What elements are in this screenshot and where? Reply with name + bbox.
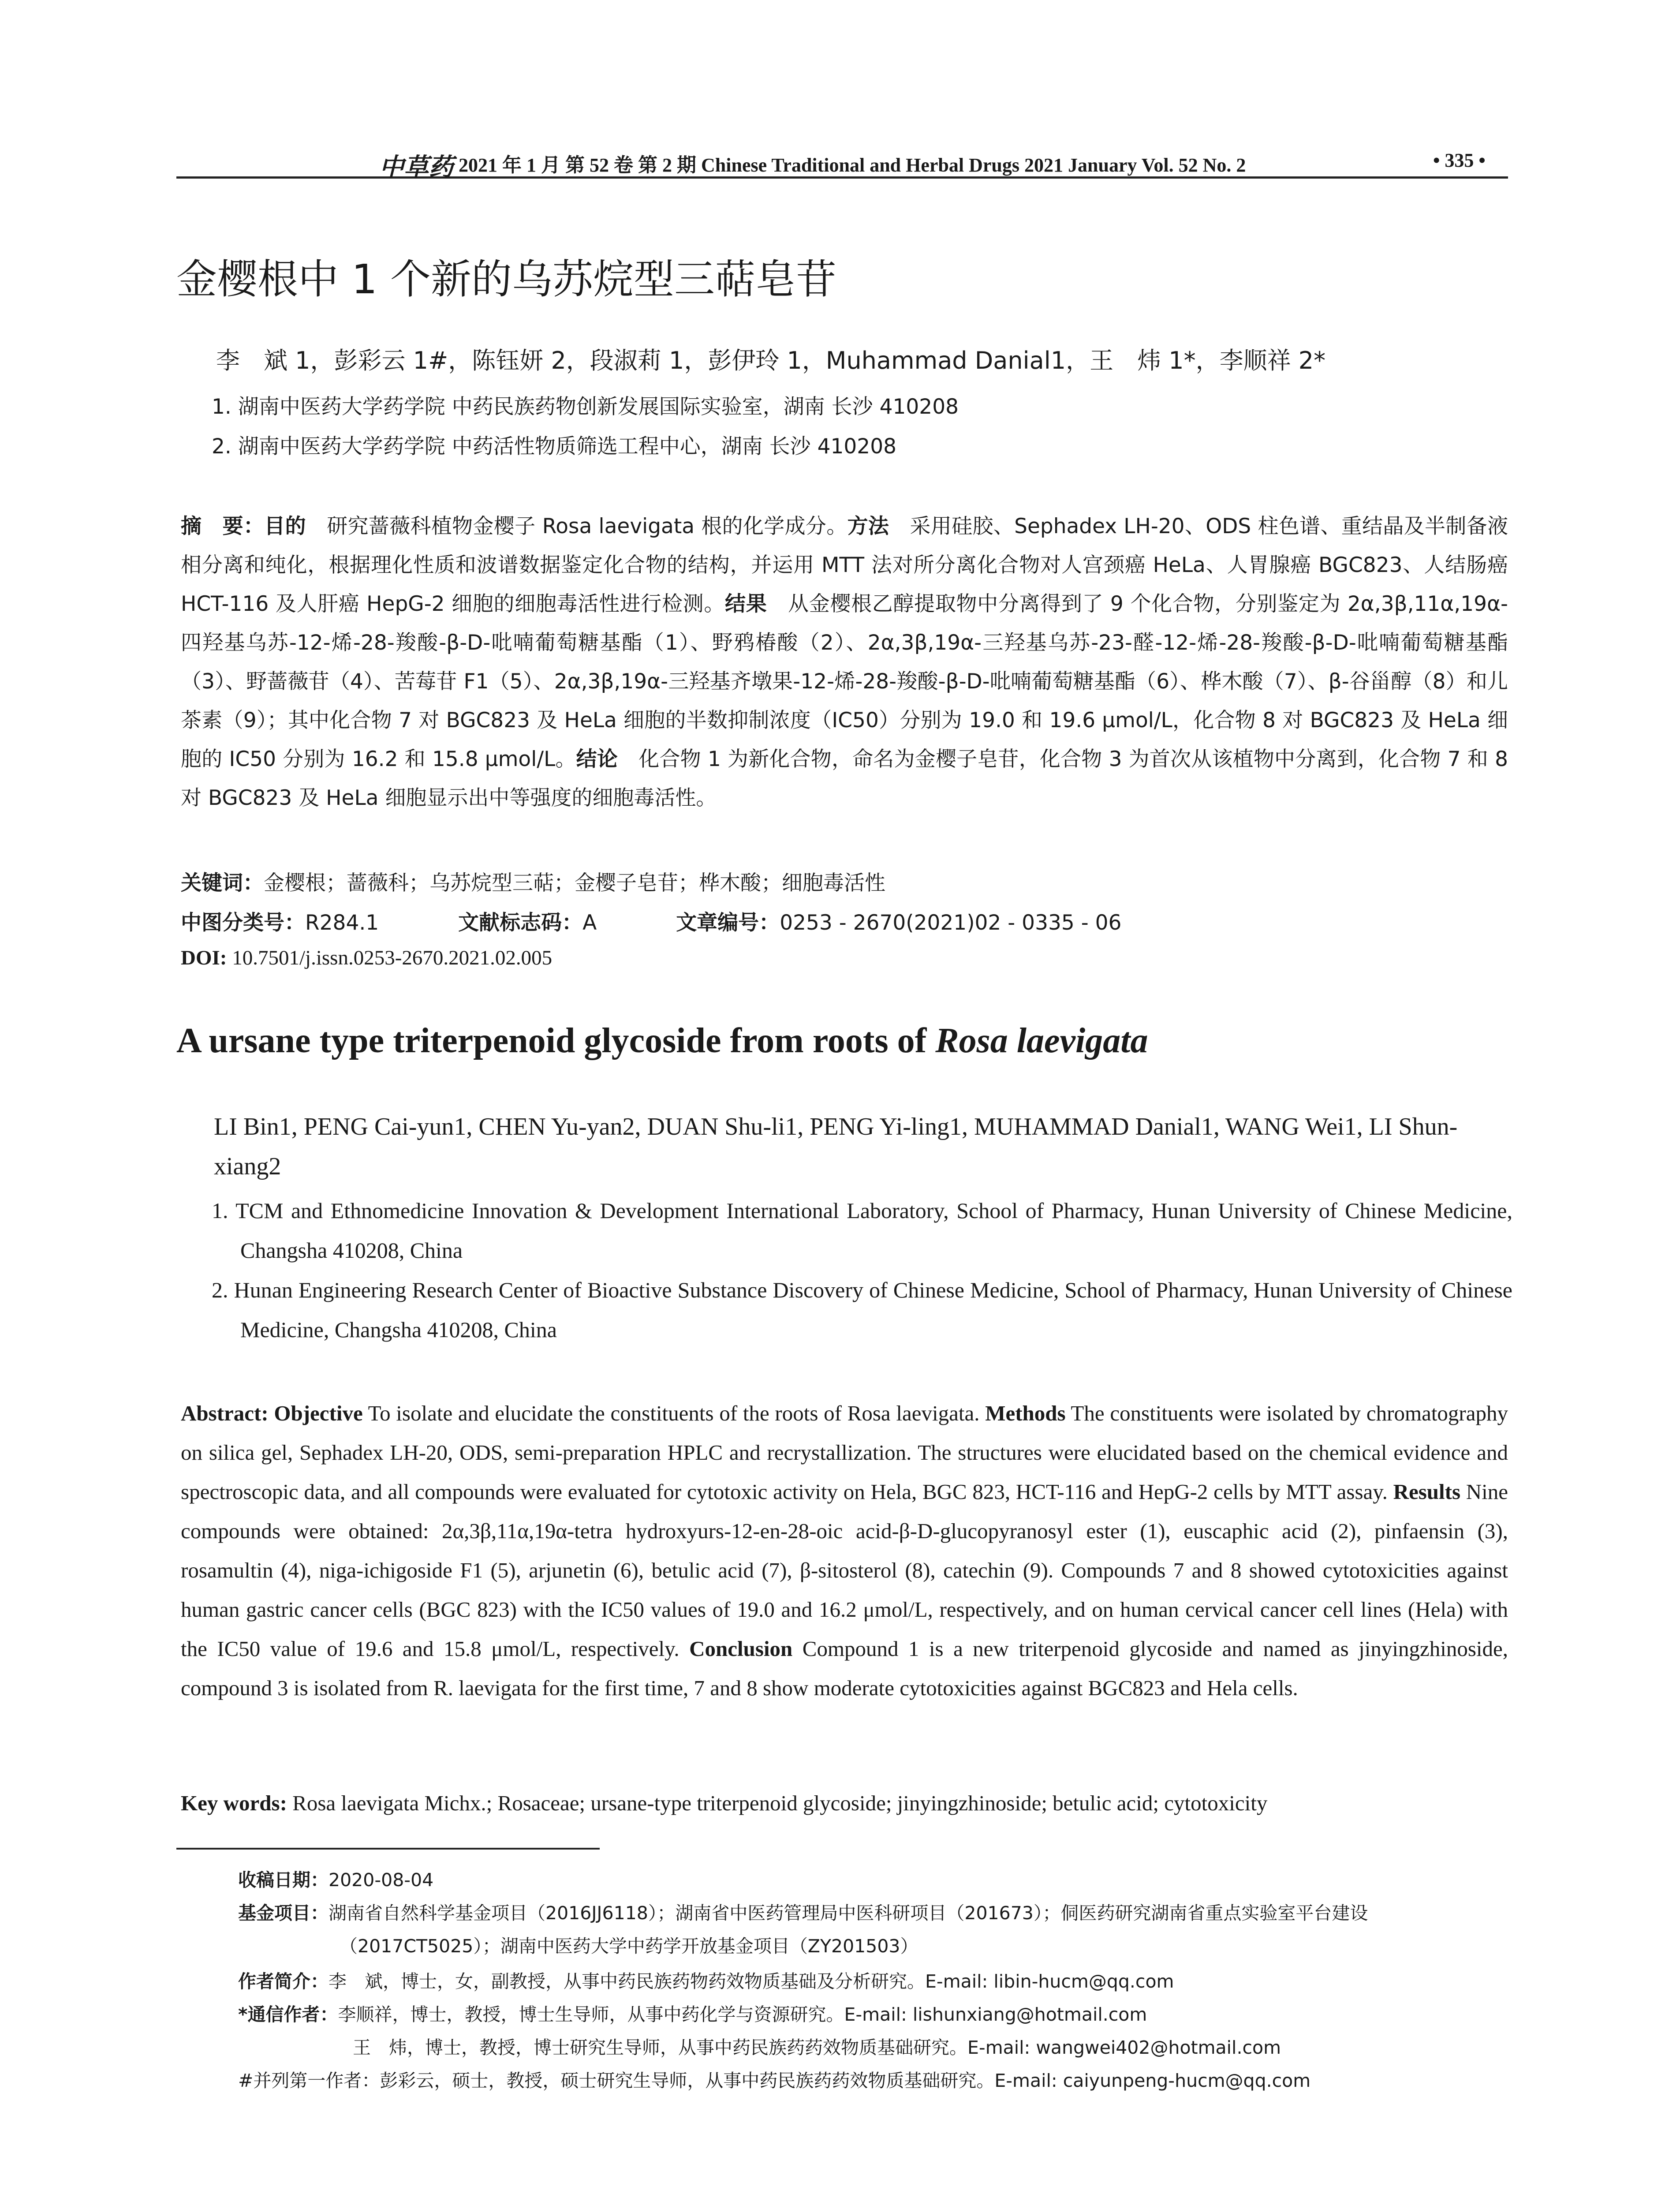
abstract-zh [181, 507, 1508, 818]
classification-line [181, 906, 1121, 936]
keywords-zh [181, 867, 885, 896]
clc-value: R284.1 [305, 911, 379, 935]
title-en-species: Rosa laevigata [935, 1021, 1148, 1060]
affiliation-en-2: 2. Hunan Engineering Research Center of Bioactive Substance Discovery of Chinese Medicine, School of Pharmacy, Hunan University of Chinese Medicine, Changsha 410208, China [212, 1278, 1512, 1342]
keywords-en-text: Rosa laevigata Michx.; Rosaceae; ursane-type triterpenoid glycoside; jinyingzhinoside; betulic acid; cytotoxicity [287, 1791, 1268, 1815]
conclusion-label-en: Conclusion [689, 1637, 793, 1661]
page-number: • 335 • [1433, 149, 1486, 171]
keywords-zh-text: 金樱根；蔷薇科；乌苏烷型三萜；金樱子皂苷；桦木酸；细胞毒活性 [264, 871, 885, 895]
received-label: 收稿日期： [238, 1869, 329, 1891]
footnote-fund [238, 1899, 1368, 1925]
article-number-label: 文章编号： [676, 911, 780, 935]
article-number-value: 0253 - 2670(2021)02 - 0335 - 06 [780, 911, 1122, 935]
doi-line [181, 946, 552, 970]
objective-label-zh: 目的 [264, 514, 306, 538]
author-bio-label: 作者简介： [238, 1971, 329, 1992]
corresponding-label: *通信作者： [238, 2004, 338, 2025]
abstract-en [181, 1394, 1508, 1708]
author-bio-text: 李 斌，博士，女，副教授，从事中药民族药物药效物质基础及分析研究。E-mail: libin-hucm@qq.com [329, 1971, 1174, 1992]
title-en [176, 1021, 1148, 1061]
footnote-fund-cont: （2017CT5025）；湖南中医药大学中药学开放基金项目（ZY201503） [340, 1936, 918, 1957]
footnote-cofirst [238, 2066, 1310, 2092]
doi-value: 10.7501/j.issn.0253-2670.2021.02.005 [227, 946, 553, 969]
results-label-en: Results [1393, 1480, 1461, 1504]
journal-name-zh: 中草药 [379, 154, 453, 181]
footnote-author [238, 1967, 1174, 1993]
footnote-received [238, 1865, 433, 1891]
conclusion-text-en: Compound 1 is a new triterpenoid glycoside and named as jinyingzhinoside, compound 3 is isolated from R. laevigata for the first time, 7 and 8 show moderate cytotoxicities against BGC823 and Hela cells. [181, 1637, 1508, 1700]
title-en-main: A ursane type triterpenoid glycoside from roots of [176, 1021, 936, 1060]
received-date: 2020-08-04 [329, 1869, 434, 1891]
keywords-en-label: Key words: [181, 1791, 287, 1815]
abstract-zh-label: 摘 要： [181, 514, 265, 538]
abstract-en-label: Abstract: Objective [181, 1401, 363, 1425]
methods-text-en: The constituents were isolated by chromatography on silica gel, Sephadex LH-20, ODS, semi-preparation HPLC and recrystallization. The structures were elucidated based on the chemical evidence and spectroscopic data, and all compounds were evaluated for cytotoxic activity on Hela, BGC 823, HCT-116 and HepG-2 cells by MTT assay. [181, 1401, 1508, 1504]
footnote-corresponding-2: 王 炜，博士，教授，博士研究生导师，从事中药民族药药效物质基础研究。E-mail: wangwei402@hotmail.com [353, 2037, 1281, 2058]
methods-text-zh: 采用硅胶、Sephadex LH-20、ODS 柱色谱、重结晶及半制备液相分离和纯化，根据理化性质和波谱数据鉴定化合物的结构，并运用 MTT 法对所分离化合物对人宫颈癌 HeLa、人胃腺癌 BGC823、人结肠癌 HCT-116 及人肝癌 HepG-2 细胞的细胞毒活性进行检测。 [181, 514, 1508, 616]
results-text-en: Nine compounds were obtained: 2α,3β,11α,19α-tetra hydroxyurs-12-en-28-oic acid-β-D-glucopyranosyl ester (1), euscaphic acid (2), pinfaensin (3), rosamultin (4), niga-ichigoside F1 (5), arjunetin (6), betulic acid (7), β-sitosterol (8), catechin (9). Compounds 7 and 8 showed cytotoxicities against human gastric cancer cells (BGC 823) with the IC50 values of 19.0 and 16.2 μmol/L, respectively, and on human cervical cancer cell lines (Hela) with the IC50 value of 19.6 and 15.8 μmol/L, respectively. [181, 1480, 1508, 1661]
doi-label: DOI: [181, 946, 227, 969]
conclusion-text-zh: 化合物 1 为新化合物，命名为金樱子皂苷，化合物 3 为首次从该植物中分离到，化合物 7 和 8 对 BGC823 及 HeLa 细胞显示出中等强度的细胞毒活性。 [181, 747, 1508, 810]
results-text-zh: 从金樱根乙醇提取物中分离得到了 9 个化合物，分别鉴定为 2α,3β,11α,19α-四羟基乌苏-12-烯-28-羧酸-β-D-吡喃葡萄糖基酯（1）、野鸦椿酸（2）、2α,3β,19α-三羟基乌苏-23-醛-12-烯-28-羧酸-β-D-吡喃葡萄糖基酯（3）、野蔷薇苷（4）、苦莓苷 F1（5）、2α,3β,19α-三羟基齐墩果-12-烯-28-羧酸-β-D-吡喃葡萄糖基酯（6）、桦木酸（7）、β-谷甾醇（8）和儿茶素（9）；其中化合物 7 对 BGC823 及 HeLa 细胞的半数抑制浓度（IC50）分别为 19.0 和 19.6 μmol/L，化合物 8 对 BGC823 及 HeLa 细胞的 IC50 分别为 16.2 和 15.8 μmol/L。 [181, 592, 1508, 771]
footnote-corresponding [238, 2000, 1147, 2026]
clc-label: 中图分类号： [181, 911, 305, 935]
doc-code-label: 文献标志码： [458, 911, 583, 935]
keywords-en [181, 1790, 1512, 1816]
objective-text-zh: 研究蔷薇科植物金樱子 Rosa laevigata 根的化学成分。 [306, 514, 847, 538]
doc-code-value: A [582, 911, 597, 935]
cofirst-text: 彭彩云，硕士，教授，硕士研究生导师，从事中药民族药药效物质基础研究。E-mail: caiyunpeng-hucm@qq.com [380, 2070, 1311, 2091]
methods-label-zh: 方法 [847, 514, 889, 538]
fund-text-1: 湖南省自然科学基金项目（2016JJ6118）；湖南省中医药管理局中医科研项目（201673）；侗医药研究湖南省重点实验室平台建设 [329, 1902, 1368, 1924]
footnote-rule [176, 1848, 600, 1850]
authors-en: LI Bin1, PENG Cai-yun1, CHEN Yu-yan2, DUAN Shu-li1, PENG Yi-ling1, MUHAMMAD Danial1, WANG Wei1, LI Shun-xiang2 [214, 1113, 1458, 1180]
authors-zh: 李 斌 1，彭彩云 1#，陈钰妍 2，段淑莉 1，彭伊玲 1，Muhammad Danial1，王 炜 1*，李顺祥 2* [216, 347, 1326, 374]
objective-text-en: To isolate and elucidate the constituents of the roots of Rosa laevigata. [362, 1401, 986, 1425]
affiliation-zh-1: 1. 湖南中医药大学药学院 中药民族药物创新发展国际实验室，湖南 长沙 410208 [212, 395, 959, 419]
corresponding-text-1: 李顺祥，博士，教授，博士生导师，从事中药化学与资源研究。E-mail: lishunxiang@hotmail.com [338, 2004, 1147, 2025]
title-zh: 金樱根中 1 个新的乌苏烷型三萜皂苷 [176, 256, 837, 303]
results-label-zh: 结果 [725, 592, 767, 616]
keywords-zh-label: 关键词： [181, 871, 264, 895]
fund-label: 基金项目： [238, 1902, 329, 1924]
affiliation-en-1: 1. TCM and Ethnomedicine Innovation & Development International Laboratory, School of Pharmacy, Hunan University of Chinese Medicine, Changsha 410208, China [212, 1198, 1512, 1263]
conclusion-label-zh: 结论 [576, 747, 618, 771]
methods-label-en: Methods [985, 1401, 1066, 1425]
journal-issue-line: 2021 年 1 月 第 52 卷 第 2 期 Chinese Traditional and Herbal Drugs 2021 January Vol. 52 No. 2 [459, 154, 1246, 176]
affiliation-zh-2: 2. 湖南中医药大学药学院 中药活性物质筛选工程中心，湖南 长沙 410208 [212, 434, 897, 459]
cofirst-label: #并列第一作者： [238, 2070, 380, 2091]
